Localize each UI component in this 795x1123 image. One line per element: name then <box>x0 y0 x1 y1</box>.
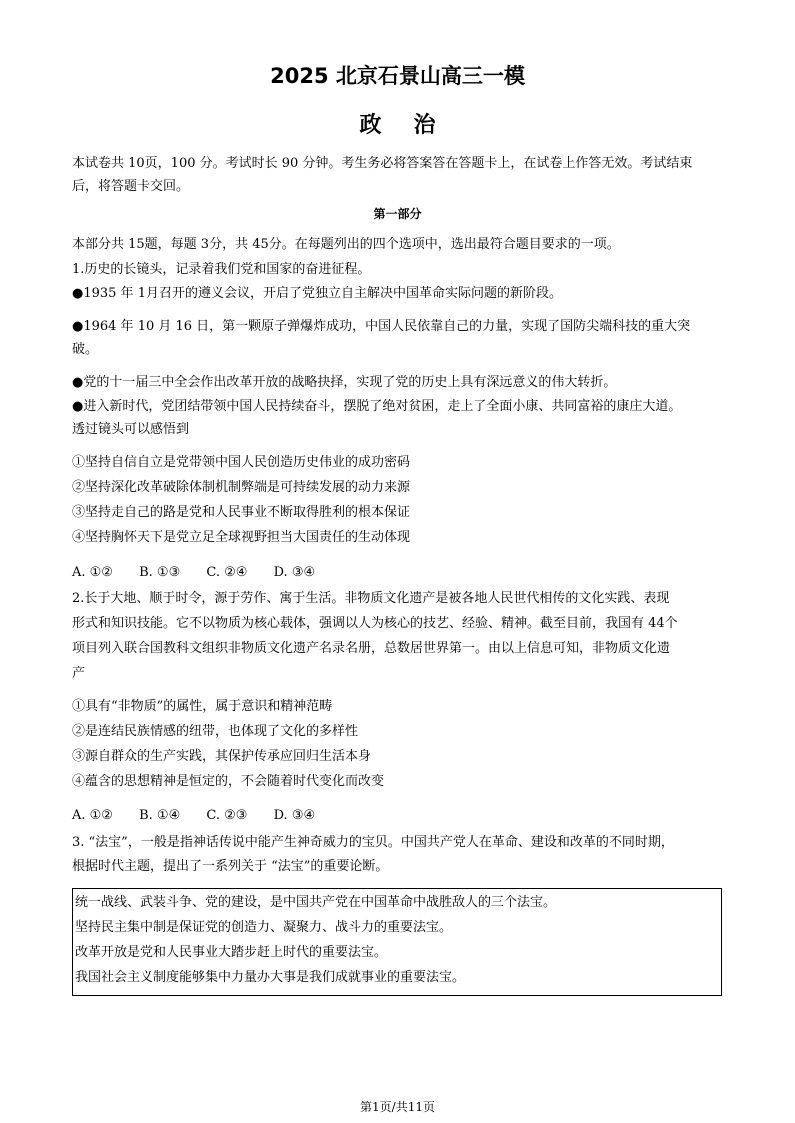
q1-bullet-2-cont: 破。 <box>72 342 99 357</box>
q1-option-a: A. ①② <box>72 565 113 580</box>
intro-line-2: 后，将答题卡交回。 <box>72 179 190 194</box>
q1-option-b: B. ①③ <box>139 565 181 580</box>
q2-statement-3: ③源自群众的生产实践，其保护传承应回归生活本身 <box>72 749 372 764</box>
q1-stem: 1.历史的长镜头，记录着我们党和国家的奋进征程。 <box>72 262 371 277</box>
q2-options <box>72 803 723 828</box>
page-footer: 第1页/共11页 <box>360 1100 435 1114</box>
q1-bullet-2: ●1964 年 10 月 16 日，第一颗原子弹爆炸成功，中国人民依靠自己的力量，实现了国防尖端科技的重大突 <box>72 319 691 334</box>
q2-option-c: C. ②③ <box>206 808 248 823</box>
intro-line-1: 本试卷共 10页，100 分。考试时长 90 分钟。考生务必将答案答在答题卡上，在试卷上作答无效。考试结束 <box>72 156 693 171</box>
q2-line-1: 2.长于大地、顺于时令，源于劳作、寓于生活。非物质文化遗产是被各地人民世代相传的文化实践、表现 <box>72 591 670 606</box>
q2-option-d: D. ③④ <box>273 808 316 823</box>
q2-statement-1: ①具有“非物质”的属性，属于意识和精神范畴 <box>72 699 333 714</box>
q2-option-a: A. ①② <box>72 808 113 823</box>
q1-option-d: D. ③④ <box>273 565 316 580</box>
q2-option-b: B. ①④ <box>139 808 181 823</box>
q1-statement-4: ④坚持胸怀天下是党立足全球视野担当大国责任的生动体现 <box>72 530 411 545</box>
q3-box-line-3: 改革开放是党和人民事业大踏步赶上时代的重要法宝。 <box>75 945 388 960</box>
q3-quote-box <box>72 888 722 996</box>
q1-statement-1: ①坚持自信自立是党带领中国人民创造历史伟业的成功密码 <box>72 455 411 470</box>
q1-bullet-1: ●1935 年 1月召开的遵义会议，开启了党独立自主解决中国革命实际问题的新阶段。 <box>72 286 562 301</box>
q1-statement-2: ②坚持深化改革破除体制机制弊端是可持续发展的动力来源 <box>72 480 411 495</box>
q1-options <box>72 560 723 585</box>
q2-statement-4: ④蕴含的思想精神是恒定的，不会随着时代变化而改变 <box>72 774 385 789</box>
q3-line-2: 根据时代主题，提出了一系列关于 “法宝”的重要论断。 <box>72 859 389 874</box>
q3-box-line-2: 坚持民主集中制是保证党的创造力、凝聚力、战斗力的重要法宝。 <box>75 920 453 935</box>
q3-box-line-4: 我国社会主义制度能够集中力量办大事是我们成就事业的重要法宝。 <box>75 970 466 985</box>
q1-lead: 透过镜头可以感悟到 <box>72 422 190 437</box>
q1-option-c: C. ②④ <box>206 565 248 580</box>
q3-box-line-1: 统一战线、武装斗争、党的建设，是中国共产党在中国革命中战胜敌人的三个法宝。 <box>75 895 557 910</box>
q2-line-3: 项目列入联合国教科文组织非物质文化遗产名录名册，总数居世界第一。由以上信息可知，非物质文化遗 <box>72 641 671 656</box>
q1-statement-3: ③坚持走自己的路是党和人民事业不断取得胜利的根本保证 <box>72 505 411 520</box>
q2-line-2: 形式和知识技能。它不以物质为核心载体，强调以人为核心的技艺、经验、精神。截至目前，我国有 44个 <box>72 616 678 631</box>
q2-statement-2: ②是连结民族情感的纽带，也体现了文化的多样性 <box>72 724 359 739</box>
section-title: 第一部分 <box>373 207 422 221</box>
section-intro: 本部分共 15题，每题 3分，共 45分。在每题列出的四个选项中，选出最符合题目要求的一项。 <box>72 237 620 252</box>
q1-bullet-3: ●党的十一届三中全会作出改革开放的战略抉择，实现了党的历史上具有深远意义的伟大转折。 <box>72 375 617 390</box>
q2-line-4: 产 <box>72 666 86 681</box>
q1-bullet-4: ●进入新时代，党团结带领中国人民持续奋斗，摆脱了绝对贫困，走上了全面小康、共同富裕的康庄大道。 <box>72 399 682 414</box>
subject-title: 政治 <box>359 113 468 138</box>
exam-title: 2025 北京石景山高三一模 <box>270 64 525 88</box>
q3-line-1: 3. “法宝”，一般是指神话传说中能产生神奇威力的宝贝。中国共产党人在革命、建设和改革的不同时期， <box>72 835 674 850</box>
